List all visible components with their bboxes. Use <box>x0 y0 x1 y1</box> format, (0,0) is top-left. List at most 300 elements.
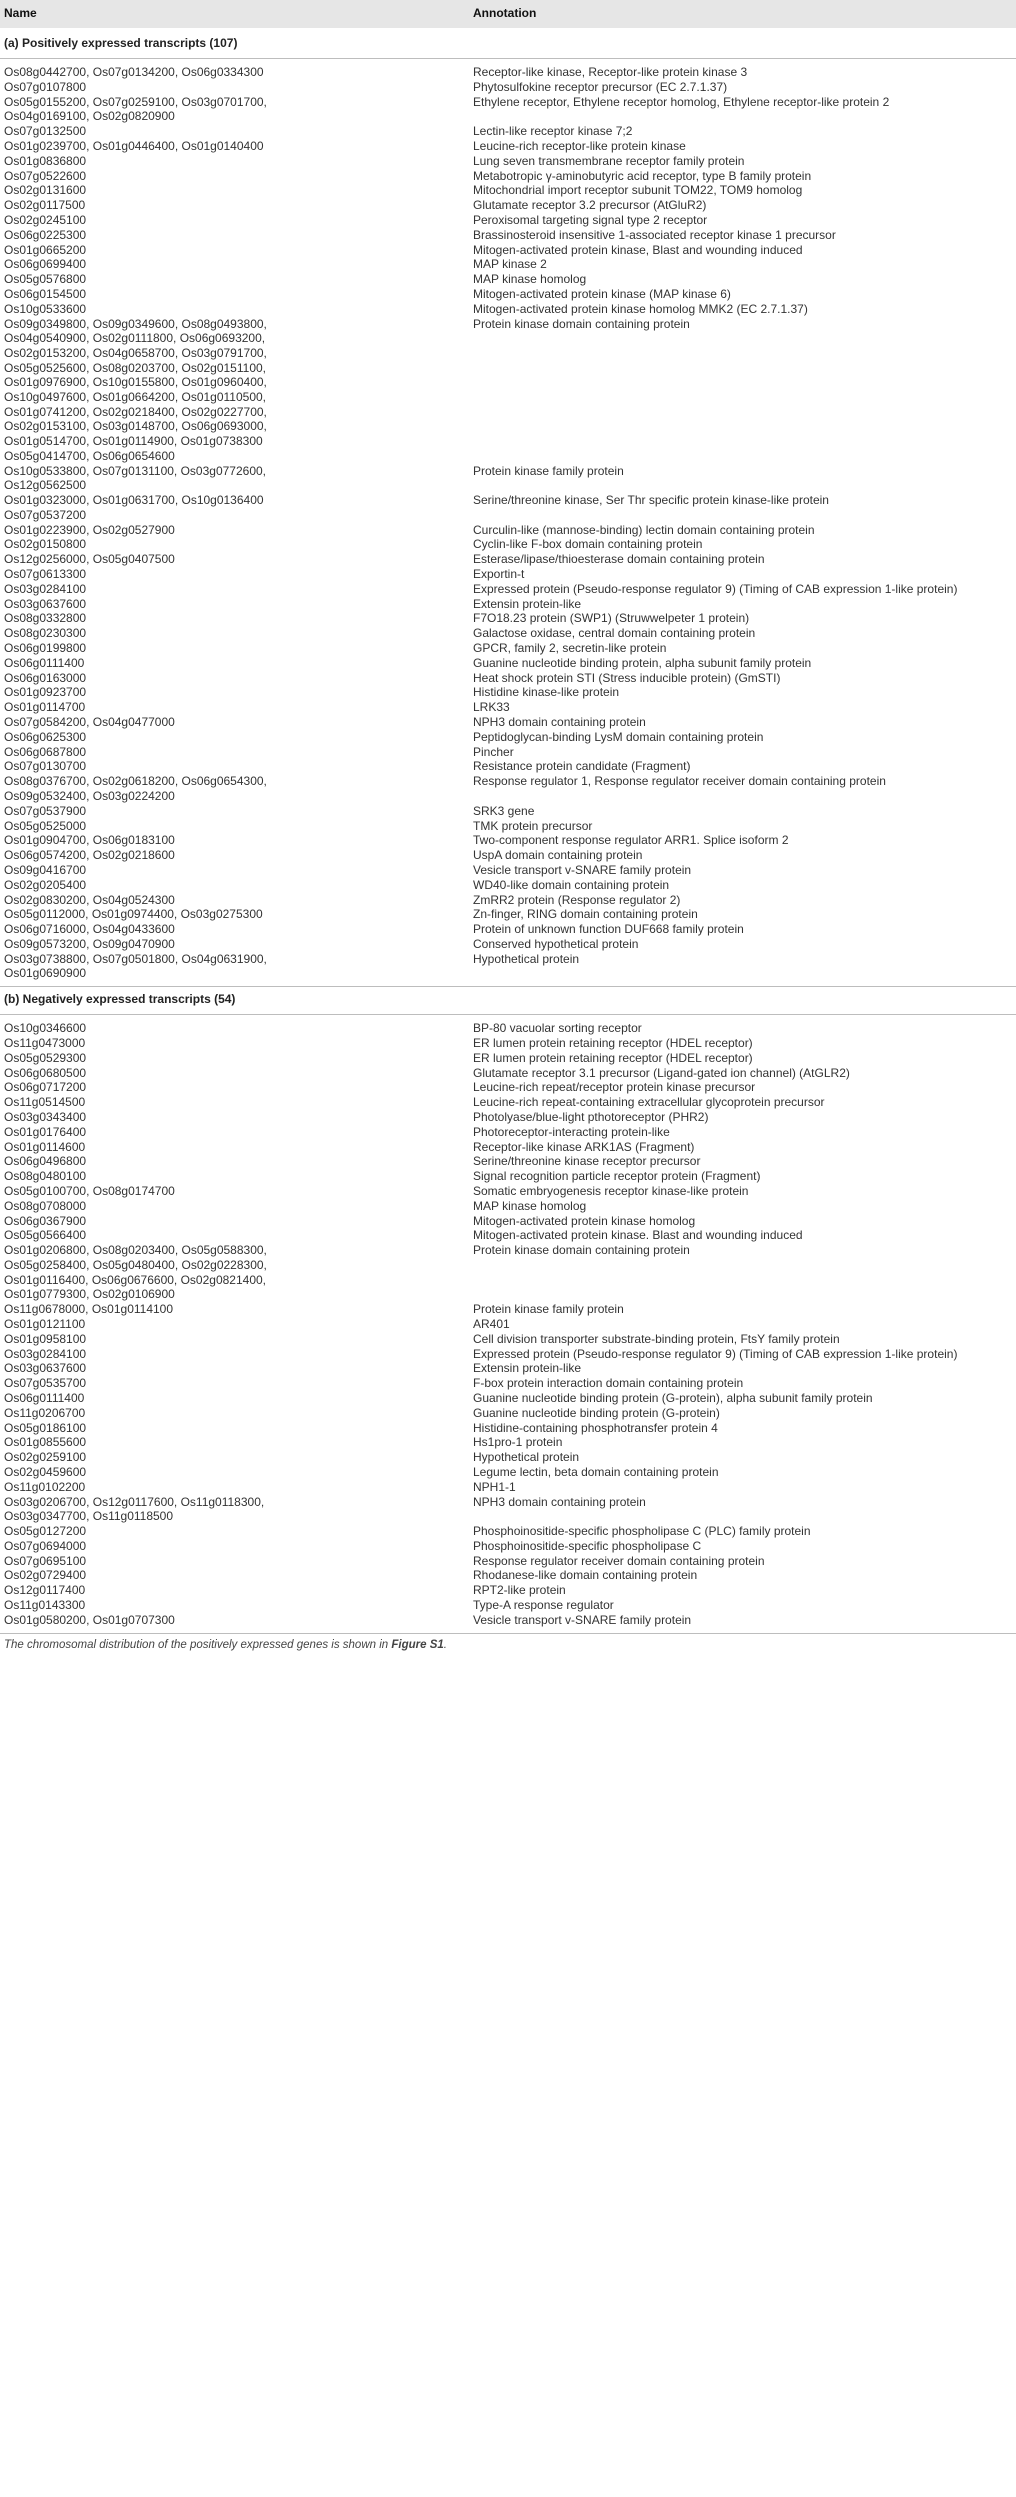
gene-id-line: Os06g0699400 <box>4 257 87 272</box>
gene-id-line: Os09g0573200, Os09g0470900 <box>4 936 175 951</box>
gene-id-line: Os11g0206700 <box>4 1405 86 1420</box>
gene-id-line: Os01g0690900 <box>4 966 87 981</box>
gene-ids <box>4 641 466 656</box>
table-row <box>0 198 1016 213</box>
gene-id-line: Os06g0111400 <box>4 655 85 670</box>
annotation-cell <box>473 1450 1013 1465</box>
table-row <box>0 626 1016 641</box>
annotation-cell <box>473 641 1013 656</box>
gene-id-line: Os08g0442700, Os07g0134200, Os06g0334300 <box>4 65 264 79</box>
table-row <box>0 700 1016 715</box>
gene-ids <box>4 183 466 198</box>
gene-ids <box>4 1524 466 1539</box>
gene-id-line: Os12g0117400 <box>4 1583 86 1598</box>
gene-id-line: Os06g0680500 <box>4 1065 87 1080</box>
gene-ids <box>4 1140 466 1155</box>
footnote-figure-ref: Figure S1 <box>391 1638 444 1651</box>
annotation-text: Brassinosteroid insensitive 1-associated receptor kinase 1 precursor <box>473 227 836 242</box>
annotation-cell <box>473 1317 1013 1332</box>
gene-ids <box>4 907 466 922</box>
gene-id-line: Os05g0566400 <box>4 1228 87 1243</box>
annotation-text: Signal recognition particle receptor protein (Fragment) <box>473 1169 761 1184</box>
annotation-text: Extensin protein-like <box>473 596 582 611</box>
gene-ids <box>4 952 466 981</box>
table-row <box>0 759 1016 774</box>
annotation-cell <box>473 1021 1013 1036</box>
table-row <box>0 907 1016 922</box>
gene-ids <box>4 228 466 243</box>
gene-id-line: Os07g0522600 <box>4 168 87 183</box>
annotation-text: Glutamate receptor 3.2 precursor (AtGluR2) <box>473 198 707 213</box>
annotation-cell <box>473 80 1013 95</box>
gene-ids <box>4 493 466 522</box>
annotation-cell <box>473 287 1013 302</box>
gene-ids <box>4 1568 466 1583</box>
gene-id-line: Os11g0473000 <box>4 1036 86 1050</box>
annotation-cell <box>473 1376 1013 1391</box>
table-header <box>0 0 1016 28</box>
gene-id-line: Os02g0259100 <box>4 1450 87 1465</box>
annotation-text: ER lumen protein retaining receptor (HDEL receptor) <box>473 1050 753 1065</box>
annotation-text: Exportin-t <box>473 567 525 581</box>
annotation-text: ER lumen protein retaining receptor (HDEL receptor) <box>473 1036 753 1050</box>
table-row <box>0 552 1016 567</box>
annotation-text: Response regulator 1, Response regulator receiver domain containing protein <box>473 774 886 789</box>
gene-id-line: Os10g0497600, Os01g0664200, Os01g0110500, <box>4 390 266 405</box>
annotation-cell <box>473 65 1013 80</box>
annotation-text: LRK33 <box>473 700 510 715</box>
gene-ids <box>4 1480 466 1495</box>
table-row <box>0 774 1016 804</box>
gene-ids <box>4 582 466 597</box>
annotation-text: Response regulator receiver domain containing protein <box>473 1553 765 1568</box>
gene-id-line: Os04g0169100, Os02g0820900 <box>4 109 175 124</box>
table-row <box>0 257 1016 272</box>
annotation-cell <box>473 1406 1013 1421</box>
gene-id-line: Os03g0206700, Os12g0117600, Os11g0118300, <box>4 1494 265 1509</box>
annotation-text: Lectin-like receptor kinase 7;2 <box>473 124 633 139</box>
annotation-text: Mitogen-activated protein kinase homolog <box>473 1213 696 1228</box>
table-footnote <box>4 1639 447 1651</box>
gene-ids <box>4 537 466 552</box>
annotation-cell <box>473 730 1013 745</box>
table-row <box>0 819 1016 834</box>
table-row <box>0 878 1016 893</box>
table-row <box>0 1598 1016 1613</box>
gene-ids <box>4 154 466 169</box>
gene-ids <box>4 1613 466 1628</box>
gene-id-line: Os01g0114700 <box>4 700 86 715</box>
gene-id-line: Os01g0741200, Os02g0218400, Os02g0227700, <box>4 404 267 419</box>
gene-id-line: Os01g0665200 <box>4 242 87 257</box>
table-row <box>0 1169 1016 1184</box>
gene-ids <box>4 1435 466 1450</box>
table-row <box>0 464 1016 494</box>
table-row <box>0 154 1016 169</box>
annotation-text: Histidine kinase-like protein <box>473 685 620 700</box>
gene-id-line: Os07g0694000 <box>4 1538 87 1553</box>
annotation-text: Mitogen-activated protein kinase. Blast and wounding induced <box>473 1228 803 1243</box>
annotation-cell <box>473 863 1013 878</box>
gene-ids <box>4 80 466 95</box>
table-row <box>0 745 1016 760</box>
table-row <box>0 124 1016 139</box>
table-row <box>0 213 1016 228</box>
gene-id-line: Os07g0132500 <box>4 124 87 139</box>
annotation-text: Mitochondrial import receptor subunit TOM22, TOM9 homolog <box>473 183 803 198</box>
table-row <box>0 597 1016 612</box>
gene-id-line: Os04g0540900, Os02g0111800, Os06g0693200, <box>4 331 266 346</box>
annotation-text: Guanine nucleotide binding protein (G-protein) <box>473 1405 720 1420</box>
annotation-cell <box>473 611 1013 626</box>
annotation-cell <box>473 952 1013 967</box>
annotation-cell <box>473 1524 1013 1539</box>
table-row <box>0 863 1016 878</box>
annotation-cell <box>473 1347 1013 1362</box>
annotation-text: Photolyase/blue-light pthotoreceptor (PHR2) <box>473 1110 709 1124</box>
table-row <box>0 272 1016 287</box>
gene-ids <box>4 567 466 582</box>
gene-ids <box>4 272 466 287</box>
table-row <box>0 804 1016 819</box>
table-row <box>0 169 1016 184</box>
table-row <box>0 893 1016 908</box>
annotation-cell <box>473 169 1013 184</box>
gene-id-line: Os03g0284100 <box>4 581 87 596</box>
gene-ids <box>4 1095 466 1110</box>
gene-id-line: Os01g0116400, Os06g0676600, Os02g0821400, <box>4 1272 266 1287</box>
table-row <box>0 1391 1016 1406</box>
table-row <box>0 1495 1016 1525</box>
annotation-text: RPT2-like protein <box>473 1583 566 1598</box>
table-row <box>0 317 1016 464</box>
gene-ids <box>4 1317 466 1332</box>
gene-id-line: Os05g0258400, Os05g0480400, Os02g0228300, <box>4 1257 267 1272</box>
annotation-text: Hs1pro-1 protein <box>473 1435 563 1450</box>
gene-id-line: Os08g0230300 <box>4 626 87 641</box>
annotation-cell <box>473 183 1013 198</box>
gene-id-line: Os06g0717200 <box>4 1080 87 1095</box>
gene-ids <box>4 552 466 567</box>
table-row <box>0 1347 1016 1362</box>
gene-id-line: Os06g0687800 <box>4 744 87 759</box>
annotation-text: F7O18.23 protein (SWP1) (Struwwelpeter 1 protein) <box>473 611 750 626</box>
table-row <box>0 287 1016 302</box>
gene-id-line: Os06g0367900 <box>4 1213 87 1228</box>
annotation-cell <box>473 1066 1013 1081</box>
annotation-cell <box>473 493 1013 508</box>
annotation-text: AR401 <box>473 1316 510 1331</box>
gene-id-line: Os02g0245100 <box>4 212 87 227</box>
gene-id-line: Os06g0496800 <box>4 1154 87 1169</box>
gene-ids <box>4 1332 466 1347</box>
gene-ids <box>4 774 466 803</box>
annotation-text: Peroxisomal targeting signal type 2 receptor <box>473 212 708 227</box>
table-row <box>0 1021 1016 1036</box>
table-row <box>0 1583 1016 1598</box>
gene-id-line: Os06g0111400 <box>4 1390 85 1405</box>
gene-id-line: Os05g0529300 <box>4 1050 87 1065</box>
table-row <box>0 671 1016 686</box>
gene-ids <box>4 1421 466 1436</box>
gene-id-line: Os01g0239700, Os01g0446400, Os01g0140400 <box>4 138 264 153</box>
gene-ids <box>4 1169 466 1184</box>
annotation-cell <box>473 1598 1013 1613</box>
gene-ids <box>4 213 466 228</box>
annotation-text: NPH3 domain containing protein <box>473 715 646 729</box>
table-row <box>0 1361 1016 1376</box>
annotation-text: Ethylene receptor, Ethylene receptor homolog, Ethylene receptor-like protein 2 <box>473 94 890 109</box>
gene-id-line: Os05g0155200, Os07g0259100, Os03g0701700, <box>4 94 267 109</box>
gene-ids <box>4 1391 466 1406</box>
table-row <box>0 1554 1016 1569</box>
annotation-cell <box>473 1125 1013 1140</box>
annotation-cell <box>473 1583 1013 1598</box>
table-row <box>0 80 1016 95</box>
annotation-text: Mitogen-activated protein kinase (MAP kinase 6) <box>473 286 731 301</box>
table-row <box>0 1539 1016 1554</box>
annotation-cell <box>473 1554 1013 1569</box>
table-row <box>0 1450 1016 1465</box>
annotation-text: TMK protein precursor <box>473 818 593 833</box>
table-row <box>0 685 1016 700</box>
table-row <box>0 730 1016 745</box>
annotation-cell <box>473 774 1013 789</box>
annotation-cell <box>473 833 1013 848</box>
table-row <box>0 1332 1016 1347</box>
table-row <box>0 641 1016 656</box>
annotation-cell <box>473 272 1013 287</box>
gene-id-line: Os07g0130700 <box>4 759 87 774</box>
section-rule <box>0 1014 1016 1015</box>
gene-ids <box>4 1361 466 1376</box>
gene-id-line: Os06g0574200, Os02g0218600 <box>4 848 175 863</box>
annotation-cell <box>473 1568 1013 1583</box>
gene-id-line: Os01g0114600 <box>4 1139 86 1154</box>
annotation-text: Photoreceptor-interacting protein-like <box>473 1124 670 1139</box>
annotation-text: Leucine-rich repeat/receptor protein kinase precursor <box>473 1080 756 1095</box>
table-row <box>0 1613 1016 1628</box>
table-row <box>0 139 1016 154</box>
annotation-cell <box>473 523 1013 538</box>
gene-id-line: Os07g0535700 <box>4 1376 87 1391</box>
table-row <box>0 1228 1016 1243</box>
gene-ids <box>4 1598 466 1613</box>
gene-ids <box>4 1465 466 1480</box>
annotation-text: Receptor-like kinase ARK1AS (Fragment) <box>473 1139 695 1154</box>
gene-id-line: Os01g0836800 <box>4 153 87 168</box>
table-row <box>0 1406 1016 1421</box>
annotation-cell <box>473 228 1013 243</box>
gene-ids <box>4 730 466 745</box>
annotation-text: Hypothetical protein <box>473 951 580 966</box>
gene-ids <box>4 1036 466 1051</box>
annotation-cell <box>473 759 1013 774</box>
gene-id-line: Os01g0779300, Os02g0106900 <box>4 1287 175 1302</box>
gene-ids <box>4 1302 466 1317</box>
gene-ids <box>4 95 466 124</box>
gene-ids <box>4 1021 466 1036</box>
table-row <box>0 523 1016 538</box>
annotation-cell <box>473 213 1013 228</box>
annotation-text: MAP kinase homolog <box>473 272 587 287</box>
annotation-cell <box>473 1140 1013 1155</box>
gene-id-line: Os03g0637600 <box>4 1361 87 1376</box>
gene-ids <box>4 1406 466 1421</box>
table-row <box>0 95 1016 125</box>
gene-ids <box>4 937 466 952</box>
annotation-text: Extensin protein-like <box>473 1361 582 1376</box>
gene-id-line: Os02g0153100, Os03g0148700, Os06g0693000, <box>4 419 267 434</box>
annotation-cell <box>473 907 1013 922</box>
table-row <box>0 611 1016 626</box>
gene-id-line: Os06g0225300 <box>4 227 87 242</box>
gene-ids <box>4 523 466 538</box>
table-row <box>0 1066 1016 1081</box>
annotation-cell <box>473 567 1013 582</box>
table-row <box>0 952 1016 982</box>
gene-id-line: Os05g0525600, Os08g0203700, Os02g0151100, <box>4 360 266 375</box>
gene-ids <box>4 257 466 272</box>
annotation-text: Phosphoinositide-specific phospholipase C (PLC) family protein <box>473 1524 811 1538</box>
table-row <box>0 833 1016 848</box>
annotation-text: ZmRR2 protein (Response regulator 2) <box>473 892 681 907</box>
gene-id-line: Os02g0117500 <box>4 198 86 213</box>
annotation-text: Conserved hypothetical protein <box>473 936 639 951</box>
gene-id-line: Os02g0830200, Os04g0524300 <box>4 892 175 907</box>
annotation-text: Vesicle transport v-SNARE family protein <box>473 862 692 877</box>
gene-id-line: Os01g0121100 <box>4 1316 86 1331</box>
table-row <box>0 848 1016 863</box>
annotation-cell <box>473 1421 1013 1436</box>
table-row <box>0 1051 1016 1066</box>
annotation-cell <box>473 198 1013 213</box>
section-rule <box>0 58 1016 59</box>
gene-id-line: Os02g0729400 <box>4 1568 87 1583</box>
gene-id-line: Os01g0958100 <box>4 1331 87 1346</box>
gene-id-line: Os05g0525000 <box>4 818 87 833</box>
section-rule <box>0 986 1016 987</box>
table-row <box>0 1140 1016 1155</box>
annotation-text: Esterase/lipase/thioesterase domain containing protein <box>473 552 765 567</box>
gene-ids <box>4 685 466 700</box>
gene-id-line: Os06g0716000, Os04g0433600 <box>4 922 175 937</box>
gene-ids <box>4 759 466 774</box>
gene-ids <box>4 1154 466 1169</box>
annotation-cell <box>473 1302 1013 1317</box>
gene-ids <box>4 243 466 258</box>
gene-id-line: Os10g0346600 <box>4 1021 87 1036</box>
gene-id-line: Os08g0480100 <box>4 1169 87 1184</box>
annotation-text: Protein kinase family protein <box>473 1302 624 1317</box>
gene-ids <box>4 1199 466 1214</box>
gene-id-line: Os01g0855600 <box>4 1435 87 1450</box>
gene-id-line: Os10g0533600 <box>4 301 87 316</box>
annotation-text: Protein kinase domain containing protein <box>473 1243 690 1258</box>
annotation-text: Expressed protein (Pseudo-response regulator 9) (Timing of CAB expression 1-like protein) <box>473 1346 958 1361</box>
gene-id-line: Os02g0459600 <box>4 1464 87 1479</box>
table-row <box>0 1036 1016 1051</box>
annotation-text: Lung seven transmembrane receptor family protein <box>473 153 745 168</box>
annotation-cell <box>473 139 1013 154</box>
annotation-cell <box>473 1332 1013 1347</box>
table-row <box>0 937 1016 952</box>
annotation-text: F-box protein interaction domain containing protein <box>473 1376 744 1391</box>
annotation-text: NPH1-1 <box>473 1479 516 1494</box>
annotation-cell <box>473 1465 1013 1480</box>
table-row <box>0 1524 1016 1539</box>
annotation-text: SRK3 gene <box>473 803 535 818</box>
annotation-cell <box>473 95 1013 110</box>
gene-ids <box>4 1214 466 1229</box>
gene-id-line: Os03g0343400 <box>4 1110 87 1124</box>
annotation-text: Type-A response regulator <box>473 1598 614 1612</box>
annotation-cell <box>473 1243 1013 1258</box>
annotation-cell <box>473 1539 1013 1554</box>
annotation-text: Resistance protein candidate (Fragment) <box>473 759 691 774</box>
gene-ids <box>4 317 466 464</box>
annotation-text: Heat shock protein STI (Stress inducible protein) (GmSTI) <box>473 670 781 685</box>
annotation-cell <box>473 700 1013 715</box>
gene-id-line: Os11g0143300 <box>4 1598 86 1612</box>
section-rule <box>0 1633 1016 1634</box>
gene-ids <box>4 656 466 671</box>
table-row <box>0 1184 1016 1199</box>
annotation-cell <box>473 745 1013 760</box>
gene-id-line: Os12g0256000, Os05g0407500 <box>4 552 175 567</box>
gene-ids <box>4 1583 466 1598</box>
gene-id-line: Os08g0376700, Os02g0618200, Os06g0654300, <box>4 774 267 789</box>
table-row <box>0 715 1016 730</box>
table-row <box>0 302 1016 317</box>
annotation-text: Galactose oxidase, central domain containing protein <box>473 626 756 641</box>
gene-ids <box>4 302 466 317</box>
header-name: Name <box>4 6 37 20</box>
gene-id-line: Os03g0637600 <box>4 596 87 611</box>
gene-id-line: Os06g0199800 <box>4 641 87 655</box>
annotation-cell <box>473 671 1013 686</box>
table-row <box>0 1095 1016 1110</box>
gene-ids <box>4 893 466 908</box>
annotation-text: Somatic embryogenesis receptor kinase-like protein <box>473 1184 749 1198</box>
annotation-text: Metabotropic γ-aminobutyric acid receptor, type B family protein <box>473 168 812 183</box>
table-row <box>0 582 1016 597</box>
annotation-text: Protein kinase family protein <box>473 463 624 478</box>
annotation-cell <box>473 1154 1013 1169</box>
gene-ids <box>4 848 466 863</box>
gene-ids <box>4 700 466 715</box>
gene-id-line: Os10g0533800, Os07g0131100, Os03g0772600, <box>4 463 266 478</box>
gene-id-line: Os01g0514700, Os01g0114900, Os01g0738300 <box>4 434 263 449</box>
gene-id-line: Os11g0102200 <box>4 1479 86 1494</box>
gene-id-line: Os05g0127200 <box>4 1524 87 1538</box>
table-row <box>0 922 1016 937</box>
gene-id-line: Os02g0150800 <box>4 537 87 552</box>
annotation-cell <box>473 552 1013 567</box>
gene-id-line: Os08g0708000 <box>4 1198 87 1213</box>
annotation-cell <box>473 626 1013 641</box>
annotation-cell <box>473 317 1013 332</box>
annotation-cell <box>473 302 1013 317</box>
gene-ids <box>4 804 466 819</box>
gene-ids <box>4 1539 466 1554</box>
annotation-text: Expressed protein (Pseudo-response regulator 9) (Timing of CAB expression 1-like protein) <box>473 581 958 596</box>
annotation-cell <box>473 1169 1013 1184</box>
table-row <box>0 1080 1016 1095</box>
gene-id-line: Os06g0625300 <box>4 729 87 744</box>
header-annotation: Annotation <box>473 6 537 20</box>
annotation-text: WD40-like domain containing protein <box>473 877 670 892</box>
